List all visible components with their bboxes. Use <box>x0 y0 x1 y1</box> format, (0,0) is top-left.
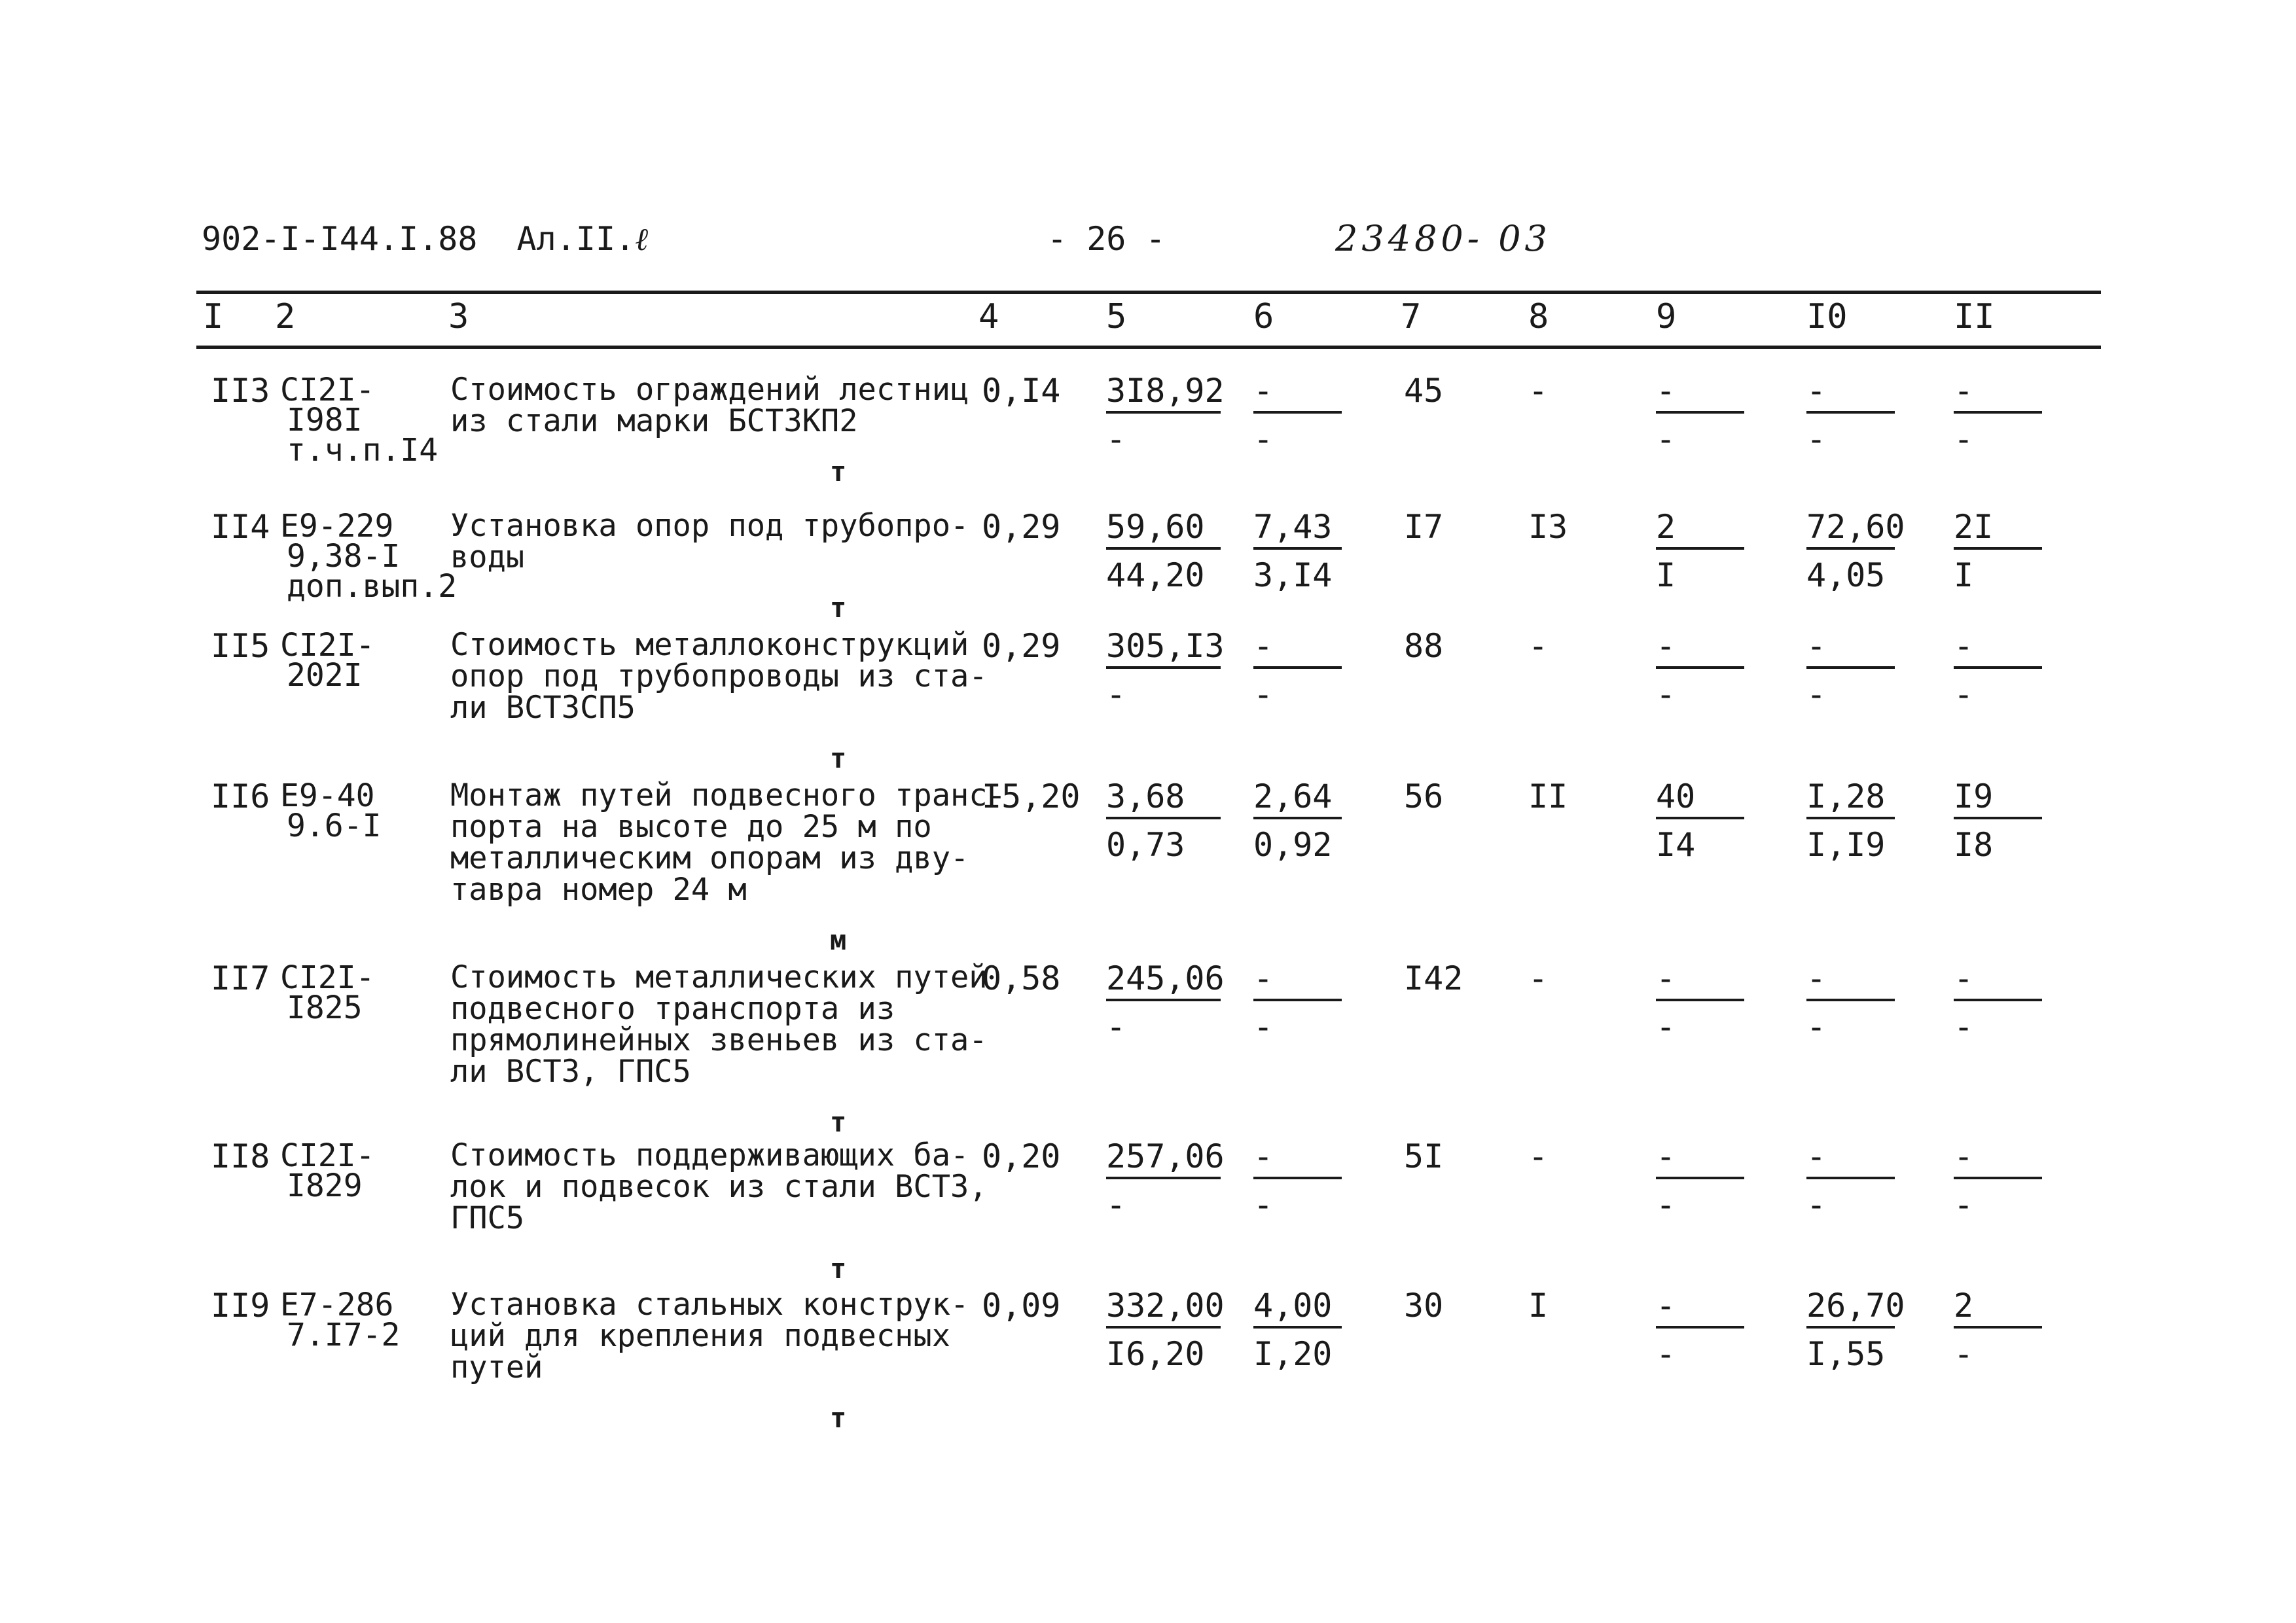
column-7-value: 88 <box>1404 627 1444 665</box>
quantity-value: 0,29 <box>982 508 1061 546</box>
table-row <box>0 372 2296 488</box>
fraction-c5 <box>1106 777 1221 864</box>
document-code <box>202 220 653 258</box>
fraction-c6 <box>1253 372 1342 458</box>
description-line: воды <box>450 539 525 575</box>
column-8-value: II <box>1528 777 1568 815</box>
fraction-denominator: - <box>1106 1186 1126 1224</box>
fraction-numerator: 40 <box>1656 780 1744 819</box>
unit-of-measure: т <box>830 1106 847 1138</box>
column-8-value: - <box>1528 959 1549 997</box>
fraction-c5 <box>1106 510 1221 592</box>
fraction-denominator: 4,05 <box>1806 556 1886 594</box>
description-line: лок и подвесок из стали ВСТЗ, <box>450 1169 988 1205</box>
description-line: Стоимость металлических путей <box>450 959 988 995</box>
fraction-c6 <box>1253 777 1342 864</box>
table-row <box>0 508 2296 624</box>
unit-of-measure: т <box>830 1253 847 1285</box>
description-line: Стоимость поддерживающих ба- <box>450 1137 969 1173</box>
fraction-denominator: - <box>1656 1008 1676 1046</box>
column-header-2: 2 <box>275 297 296 336</box>
fraction-numerator: - <box>1253 374 1342 414</box>
fraction-c6 <box>1253 1137 1342 1224</box>
fraction-denominator: I8 <box>1954 826 1994 864</box>
fraction-denominator: 0,92 <box>1253 826 1333 864</box>
fraction-c5 <box>1106 627 1225 713</box>
fraction-numerator: - <box>1806 1140 1895 1179</box>
column-8-value: - <box>1528 627 1549 665</box>
fraction-denominator: - <box>1806 675 1827 713</box>
fraction-denominator: - <box>1253 420 1274 458</box>
column-7-value: I7 <box>1404 508 1444 546</box>
document-code-text: 902-I-I44.I.88 <box>202 220 478 258</box>
fraction-numerator: 2 <box>1656 510 1744 550</box>
row-number: II7 <box>211 959 270 997</box>
fraction-denominator: - <box>1253 1008 1274 1046</box>
norm-code-line: I829 <box>287 1168 363 1204</box>
page-number: - 26 - <box>1047 220 1166 258</box>
norm-code-line: CI2I- <box>280 372 375 408</box>
fraction-numerator: 257,06 <box>1106 1140 1221 1179</box>
fraction-denominator: I <box>1656 556 1676 594</box>
table-top-rule <box>196 291 2101 294</box>
album-mark: ℓ <box>635 221 653 258</box>
album-text: Ал.II. <box>516 220 636 258</box>
fraction-numerator: - <box>1806 374 1895 414</box>
fraction-c9 <box>1656 1137 1744 1224</box>
description-line: ГПС5 <box>450 1200 525 1236</box>
fraction-denominator: - <box>1954 1008 1974 1046</box>
fraction-numerator: - <box>1806 630 1895 669</box>
description-line: Установка опор под трубопро- <box>450 508 969 544</box>
fraction-denominator: 0,73 <box>1106 826 1185 864</box>
table-row <box>0 1287 2296 1434</box>
fraction-c10 <box>1806 1137 1895 1224</box>
fraction-numerator: - <box>1656 374 1744 414</box>
norm-code-line: 9.6-I <box>287 808 382 844</box>
norm-code-line: доп.вып.2 <box>287 568 457 605</box>
row-number: II6 <box>211 777 270 815</box>
fraction-denominator: I4 <box>1656 826 1696 864</box>
fraction-numerator: - <box>1954 962 2042 1001</box>
description-line: путей <box>450 1349 543 1385</box>
norm-code-line: т.ч.п.I4 <box>287 432 439 469</box>
fraction-numerator: I9 <box>1954 780 2042 819</box>
unit-of-measure: м <box>830 924 847 956</box>
norm-code-line: I825 <box>287 990 363 1026</box>
fraction-numerator: - <box>1806 962 1895 1001</box>
fraction-c5 <box>1106 959 1225 1046</box>
fraction-c10 <box>1806 959 1895 1046</box>
fraction-denominator: - <box>1656 1335 1676 1373</box>
table-row <box>0 777 2296 956</box>
fraction-c11 <box>1954 627 2042 713</box>
row-number: II4 <box>211 508 270 546</box>
fraction-numerator: 3I8,92 <box>1106 374 1221 414</box>
fraction-denominator: - <box>1954 420 1974 458</box>
row-number: II3 <box>211 372 270 410</box>
quantity-value: 0,I4 <box>982 372 1061 410</box>
fraction-c9 <box>1656 777 1744 864</box>
unit-of-measure: т <box>830 455 847 488</box>
fraction-denominator: I6,20 <box>1106 1335 1205 1373</box>
column-7-value: 30 <box>1404 1287 1444 1325</box>
fraction-c5 <box>1106 1287 1225 1373</box>
fraction-denominator: - <box>1253 1186 1274 1224</box>
quantity-value: 0,58 <box>982 959 1061 997</box>
fraction-numerator: 59,60 <box>1106 510 1221 550</box>
fraction-c6 <box>1253 959 1342 1046</box>
fraction-denominator: - <box>1106 420 1126 458</box>
description-line: прямолинейных звеньев из ста- <box>450 1022 988 1058</box>
fraction-numerator: I,28 <box>1806 780 1895 819</box>
column-header-5: 5 <box>1106 297 1127 336</box>
fraction-c6 <box>1253 627 1342 713</box>
fraction-numerator: 3,68 <box>1106 780 1221 819</box>
column-7-value: 56 <box>1404 777 1444 815</box>
description-line: Стоимость ограждений лестниц <box>450 372 969 408</box>
fraction-c10 <box>1806 1287 1905 1373</box>
handwritten-code: 23480- 03 <box>1335 218 1551 259</box>
norm-code-line: 7.I7-2 <box>287 1317 401 1353</box>
quantity-value: I5,20 <box>982 777 1081 815</box>
norm-code-line: CI2I- <box>280 627 375 664</box>
fraction-numerator: 7,43 <box>1253 510 1342 550</box>
column-8-value: I <box>1528 1287 1549 1325</box>
fraction-c10 <box>1806 777 1895 864</box>
fraction-c11 <box>1954 510 2042 592</box>
fraction-c9 <box>1656 510 1744 592</box>
fraction-denominator: - <box>1106 675 1126 713</box>
fraction-c9 <box>1656 627 1744 713</box>
fraction-denominator: - <box>1656 675 1676 713</box>
fraction-denominator: - <box>1806 1186 1827 1224</box>
column-header-3: 3 <box>448 297 469 336</box>
fraction-numerator: 305,I3 <box>1106 630 1221 669</box>
fraction-numerator: - <box>1253 1140 1342 1179</box>
norm-code-line: Е7-286 <box>280 1287 394 1323</box>
column-header-1: I <box>203 297 224 336</box>
fraction-c9 <box>1656 372 1744 458</box>
fraction-c10 <box>1806 508 1905 594</box>
fraction-numerator: - <box>1253 962 1342 1001</box>
quantity-value: 0,20 <box>982 1137 1061 1175</box>
fraction-numerator: 2 <box>1954 1289 2042 1329</box>
row-number: II5 <box>211 627 270 665</box>
fraction-numerator: 332,00 <box>1106 1289 1221 1329</box>
description-line: опор под трубопроводы из ста- <box>450 658 988 694</box>
fraction-numerator: 245,06 <box>1106 962 1221 1001</box>
fraction-denominator: 3,I4 <box>1253 556 1333 594</box>
unit-of-measure: т <box>830 742 847 774</box>
norm-code-line: CI2I- <box>280 959 375 996</box>
fraction-denominator: I,55 <box>1806 1335 1886 1373</box>
description-line: порта на высоте до 25 м по <box>450 809 932 845</box>
row-number: II8 <box>211 1137 270 1175</box>
description-line: Установка стальных конструк- <box>450 1287 969 1323</box>
table-row <box>0 1137 2296 1285</box>
fraction-denominator: - <box>1106 1008 1126 1046</box>
column-8-value: I3 <box>1528 508 1568 546</box>
row-number: II9 <box>211 1287 270 1325</box>
fraction-c11 <box>1954 1137 2042 1224</box>
description-line: ций для крепления подвесных <box>450 1318 951 1354</box>
description-line: ли ВСТЗСП5 <box>450 690 636 726</box>
fraction-numerator: 72,60 <box>1806 510 1895 550</box>
norm-code-line: 9,38-I <box>287 538 401 575</box>
table-row <box>0 627 2296 774</box>
unit-of-measure: т <box>830 1402 847 1434</box>
fraction-c6 <box>1253 1287 1342 1373</box>
fraction-c9 <box>1656 1287 1744 1373</box>
fraction-numerator: 4,00 <box>1253 1289 1342 1329</box>
unit-of-measure: т <box>830 592 847 624</box>
description-line: тавра номер 24 м <box>450 872 747 908</box>
column-header-6: 6 <box>1253 297 1274 336</box>
fraction-numerator: 2I <box>1954 510 2042 550</box>
fraction-c11 <box>1954 1287 2042 1373</box>
fraction-numerator: - <box>1253 630 1342 669</box>
fraction-denominator: - <box>1656 420 1676 458</box>
column-8-value: - <box>1528 372 1549 410</box>
fraction-numerator: - <box>1656 1140 1744 1179</box>
norm-code-line: Е9-40 <box>280 777 375 814</box>
fraction-c10 <box>1806 372 1895 458</box>
norm-code-line: CI2I- <box>280 1137 375 1174</box>
column-8-value: - <box>1528 1137 1549 1175</box>
fraction-denominator: - <box>1253 675 1274 713</box>
column-header-4: 4 <box>978 297 999 336</box>
fraction-c11 <box>1954 372 2042 458</box>
column-header-11: II <box>1954 297 1995 336</box>
fraction-numerator: - <box>1954 1140 2042 1179</box>
fraction-denominator: - <box>1954 675 1974 713</box>
fraction-denominator: - <box>1954 1186 1974 1224</box>
description-line: Стоимость металлоконструкций <box>450 627 969 663</box>
fraction-denominator: 44,20 <box>1106 556 1205 594</box>
norm-code-line: I98I <box>287 402 363 438</box>
fraction-denominator: - <box>1806 420 1827 458</box>
column-header-7: 7 <box>1401 297 1422 336</box>
column-7-value: I42 <box>1404 959 1463 997</box>
fraction-c6 <box>1253 510 1342 592</box>
fraction-denominator: - <box>1954 1335 1974 1373</box>
description-line: металлическим опорам из дву- <box>450 840 969 876</box>
table-row <box>0 959 2296 1138</box>
fraction-c5 <box>1106 1137 1225 1224</box>
fraction-c11 <box>1954 959 2042 1046</box>
description-line: из стали марки БСТЗКП2 <box>450 403 858 439</box>
fraction-denominator: - <box>1806 1008 1827 1046</box>
fraction-numerator: - <box>1954 374 2042 414</box>
fraction-denominator: I,I9 <box>1806 826 1886 864</box>
column-header-8: 8 <box>1528 297 1549 336</box>
fraction-numerator: - <box>1656 962 1744 1001</box>
fraction-denominator: I <box>1954 556 1974 594</box>
description-line: подвесного транспорта из <box>450 991 895 1027</box>
quantity-value: 0,09 <box>982 1287 1061 1325</box>
norm-code-line: Е9-229 <box>280 508 394 544</box>
column-header-9: 9 <box>1656 297 1677 336</box>
fraction-c11 <box>1954 777 2042 864</box>
quantity-value: 0,29 <box>982 627 1061 665</box>
table-header-rule <box>196 346 2101 349</box>
fraction-numerator: - <box>1656 1289 1744 1329</box>
fraction-numerator: 2,64 <box>1253 780 1342 819</box>
fraction-c9 <box>1656 959 1744 1046</box>
column-7-value: 45 <box>1404 372 1444 410</box>
column-header-10: I0 <box>1806 297 1848 336</box>
fraction-numerator: - <box>1954 630 2042 669</box>
fraction-numerator: - <box>1656 630 1744 669</box>
fraction-c10 <box>1806 627 1895 713</box>
fraction-denominator: I,20 <box>1253 1335 1333 1373</box>
fraction-c5 <box>1106 372 1225 458</box>
column-7-value: 5I <box>1404 1137 1444 1175</box>
norm-code-line: 202I <box>287 657 363 694</box>
fraction-denominator: - <box>1656 1186 1676 1224</box>
description-line: Монтаж путей подвесного транс- <box>450 777 1006 813</box>
fraction-numerator: 26,70 <box>1806 1289 1895 1329</box>
description-line: ли ВСТЗ, ГПС5 <box>450 1054 691 1090</box>
